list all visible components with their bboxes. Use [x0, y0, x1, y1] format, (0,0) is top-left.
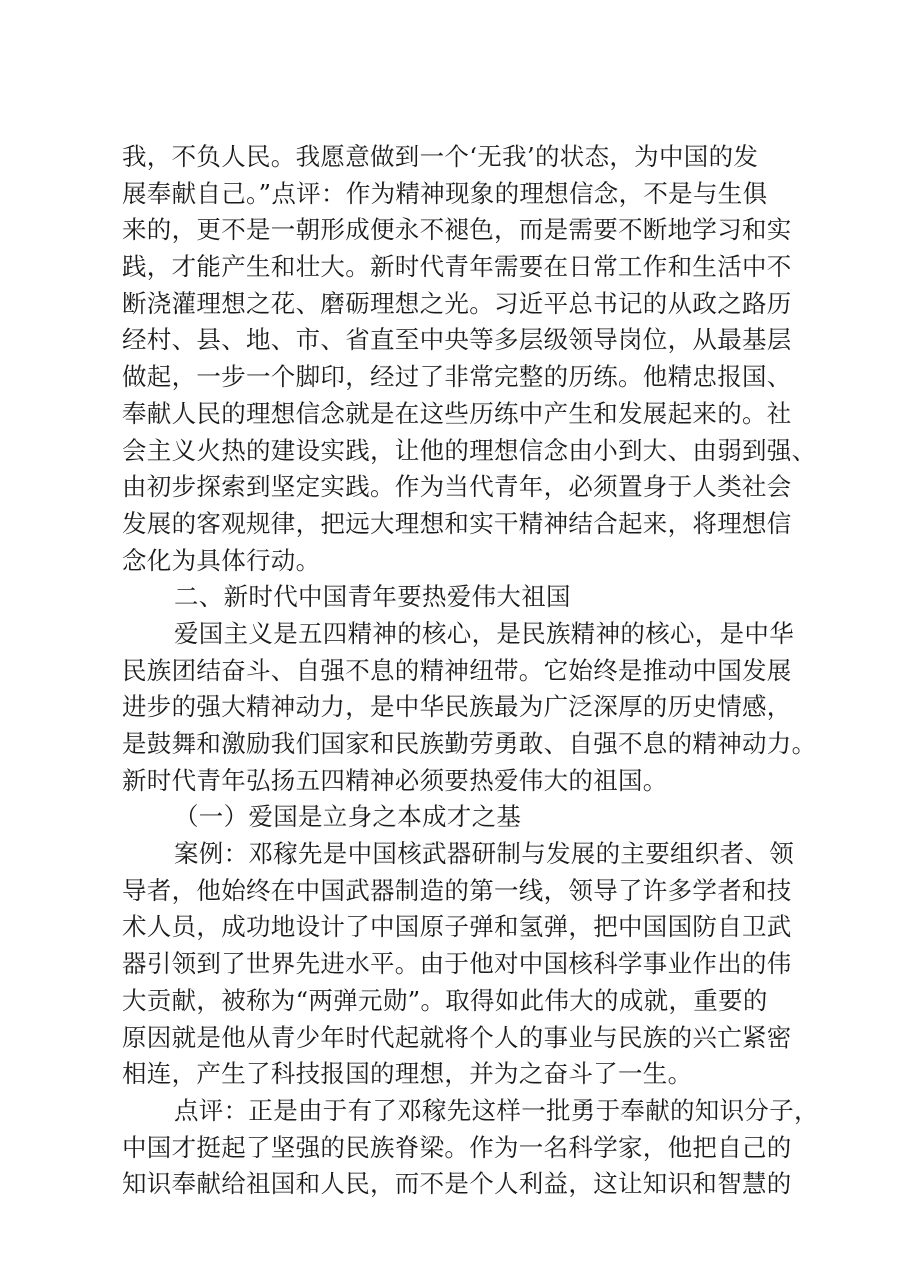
body-line: 器引领到了世界先进水平。由于他对中国核科学事业作出的伟: [122, 949, 792, 979]
body-line: 进步的强大精神动力，是中华民族最为广泛深厚的历史情感，: [122, 692, 792, 722]
body-line: 中国才挺起了坚强的民族脊梁。作为一名科学家，他把自己的: [122, 1132, 792, 1162]
body-line: 术人员，成功地设计了中国原子弹和氢弹，把中国国防自卫武: [122, 912, 792, 942]
body-line: 民族团结奋斗、自强不息的精神纽带。它始终是推动中国发展: [122, 655, 792, 685]
paragraph-first-line: 点评：正是由于有了邓稼先这样一批勇于奉献的知识分子，: [174, 1095, 819, 1125]
body-line: 践，才能产生和壮大。新时代青年需要在日常工作和生活中不: [122, 252, 792, 282]
body-line: 相连，产生了科技报国的理想，并为之奋斗了一生。: [122, 1059, 693, 1089]
body-line: 新时代青年弘扬五四精神必须要热爱伟大的祖国。: [122, 765, 668, 795]
body-line: 我，不负人民。我愿意做到一个‘无我’的状态，为中国的发: [122, 142, 759, 171]
body-line: 知识奉献给祖国和人民，而不是个人利益，这让知识和智慧的: [122, 1169, 792, 1199]
body-line: 做起，一步一个脚印，经过了非常完整的历练。他精忠报国、: [122, 362, 792, 392]
body-line: 大贡献，被称为“两弹元勋”。取得如此伟大的成就，重要的: [122, 985, 768, 1015]
section-heading: 二、新时代中国青年要热爱伟大祖国: [174, 582, 571, 612]
body-line: 原因就是他从青少年时代起就将个人的事业与民族的兴亡紧密: [122, 1022, 792, 1052]
body-line: 由初步探索到坚定实践。作为当代青年，必须置身于人类社会: [122, 472, 792, 502]
paragraph-first-line: 爱国主义是五四精神的核心，是民族精神的核心，是中华: [174, 618, 794, 648]
body-line: 导者，他始终在中国武器制造的第一线，领导了许多学者和技: [122, 875, 792, 905]
body-line: 断浇灌理想之花、磨砺理想之光。习近平总书记的从政之路历: [122, 288, 792, 318]
body-line: 奉献人民的理想信念就是在这些历练中产生和发展起来的。社: [122, 398, 792, 428]
paragraph-first-line: 案例：邓稼先是中国核武器研制与发展的主要组织者、领: [174, 839, 794, 869]
body-line: 展奉献自己。”点评：作为精神现象的理想信念，不是与生俱: [122, 178, 768, 208]
body-line: 来的，更不是一朝形成便永不褪色，而是需要不断地学习和实: [122, 215, 792, 245]
document-body: [122, 139, 819, 1203]
body-line: 经村、县、地、市、省直至中央等多层级领导岗位，从最基层: [122, 325, 792, 355]
body-line: 会主义火热的建设实践，让他的理想信念由小到大、由弱到强、: [122, 435, 817, 465]
body-line: 发展的客观规律，把远大理想和实干精神结合起来，将理想信: [122, 508, 792, 538]
body-line: 是鼓舞和激励我们国家和民族勤劳勇敢、自强不息的精神动力。: [122, 729, 817, 758]
subsection-heading: （一）爱国是立身之本成才之基: [174, 802, 522, 832]
body-line: 念化为具体行动。: [122, 545, 321, 575]
